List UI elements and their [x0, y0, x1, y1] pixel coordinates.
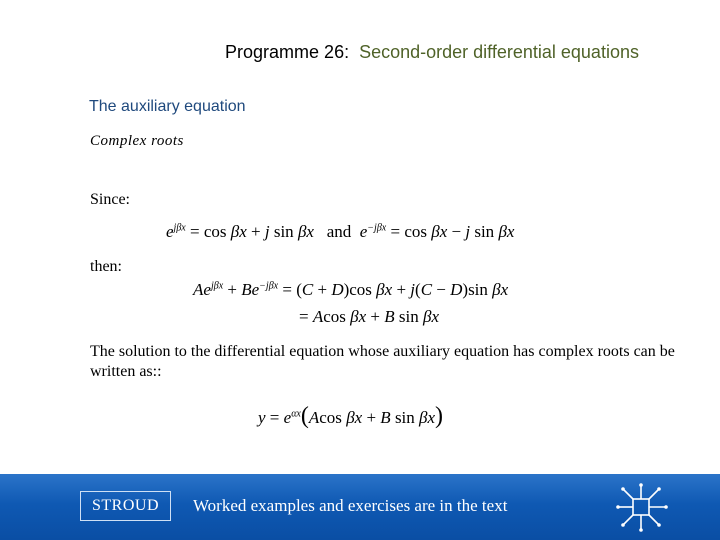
- then-label: then:: [90, 258, 122, 275]
- since-label: Since:: [90, 191, 130, 208]
- general-solution-equation: $y = e^{\alpha x}(Acos$ βx + B sin βx): [258, 403, 444, 429]
- solution-paragraph: The solution to the differential equation whose auxiliary equation has complex roots can be written as::: [90, 343, 675, 380]
- subsection-title: Complex roots: [90, 133, 184, 149]
- euler-identity-equation: $e^{j\beta x} = \cos \beta x + j$ sin βx and $e^{-j\beta x} = \cos \beta x - j$ sin βx: [166, 222, 515, 241]
- programme-number: Programme 26:: [225, 42, 350, 62]
- footer-note: Worked examples and exercises are in the text: [193, 496, 508, 515]
- combination-equation-line1: $Ae^{j\beta x} + Be^{-j\beta x} = (C + D)\cos$ βx + j(C − D)sin βx: [193, 280, 509, 299]
- programme-subject: Second-order differential equations: [359, 42, 639, 62]
- combination-equation-line2: = Acos βx + B sin βx: [299, 307, 440, 326]
- section-title: The auxiliary equation: [89, 98, 246, 115]
- page-header: [0, 42, 720, 63]
- molecule-logo-icon: [614, 482, 670, 534]
- stroud-brand-box: STROUD: [80, 491, 171, 521]
- footer-bar: [0, 474, 720, 540]
